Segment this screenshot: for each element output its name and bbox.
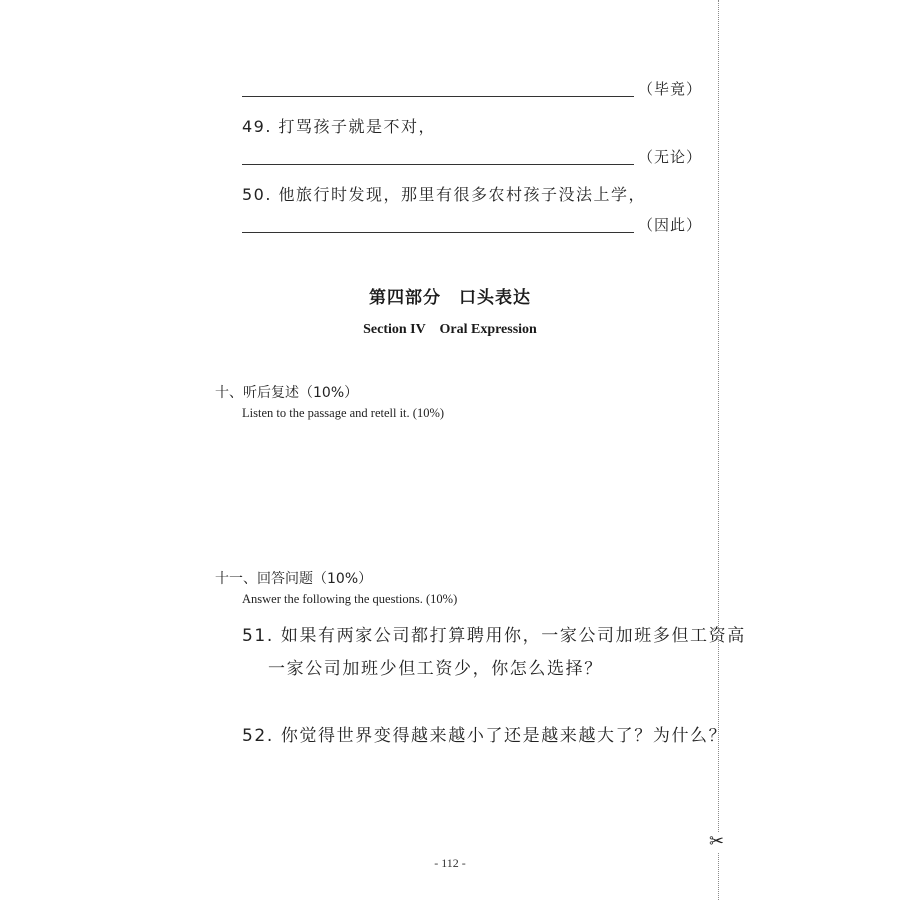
scissors-icon: ✂ [709, 831, 725, 852]
question-51-line-2: 一家公司加班少但工资少，你怎么选择？ [268, 659, 603, 679]
dotted-cut-line [718, 0, 719, 900]
section-title-chinese: 第四部分 口头表达 [369, 288, 531, 308]
section-title-english: Section IV Oral Expression [363, 322, 537, 337]
part-11-heading: 十一、回答问题（10%） [215, 571, 373, 587]
answer-line-50[interactable] [242, 232, 634, 233]
part-11-instruction: Answer the following the questions. (10%) [242, 592, 458, 606]
part-10-instruction: Listen to the passage and retell it. (10%) [242, 406, 445, 420]
hint-50: （因此） [638, 216, 703, 234]
part-10-heading: 十、听后复述（10%） [215, 385, 359, 401]
answer-line-49[interactable] [242, 164, 634, 165]
hint-49: （无论） [638, 148, 703, 166]
question-52: 52. 你觉得世界变得越来越小了还是越来越大了？为什么？ [242, 726, 728, 746]
question-50: 50. 他旅行时发现，那里有很多农村孩子没法上学， [242, 185, 647, 204]
answer-line-48[interactable] [242, 96, 634, 97]
question-49: 49. 打骂孩子就是不对， [242, 117, 437, 136]
hint-48: （毕竟） [638, 80, 703, 98]
question-51-line-1: 51. 如果有两家公司都打算聘用你，一家公司加班多但工资高 [242, 626, 746, 646]
page-number: - 112 - [434, 856, 466, 870]
